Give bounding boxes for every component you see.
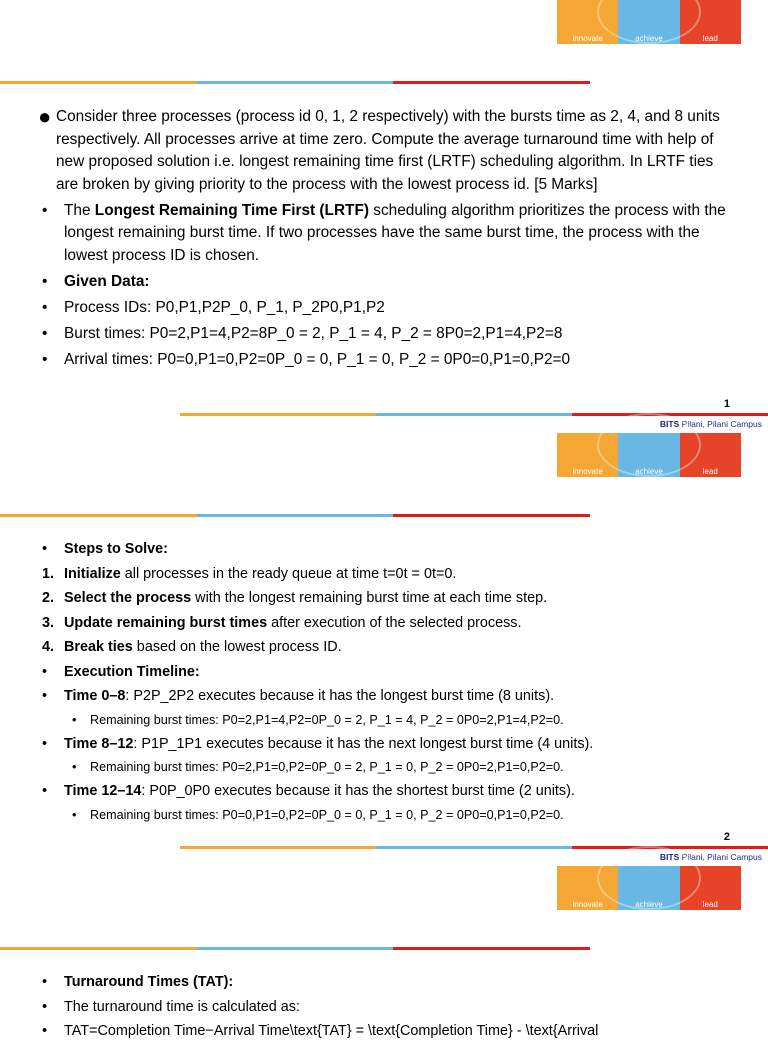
bullet-icon: •: [42, 783, 48, 799]
banner-lead: lead: [702, 34, 718, 43]
bullet-icon: •: [42, 541, 48, 557]
banner-innovate: innovate: [572, 900, 603, 909]
bullet-icon: •: [72, 712, 77, 727]
tat-heading: • Turnaround Times (TAT):: [42, 972, 732, 993]
campus-label: BITS Pilani, Pilani Campus: [659, 419, 762, 429]
campus-label: BITS Pilani, Pilani Campus: [659, 852, 762, 862]
step-3: 3. Update remaining burst times after execution of the selected process.: [42, 614, 522, 631]
banner-innovate: innovate: [572, 467, 603, 476]
brand-banner: [557, 0, 741, 44]
bullet-icon: •: [42, 974, 48, 990]
header-divider: [0, 514, 590, 517]
bullet-icon: ●: [38, 104, 52, 129]
tat-formula: • TAT=Completion Time−Arrival Time\text{TAT} = \text{Completion Time} - \text{Arrival: [42, 1021, 732, 1042]
header-divider: [0, 81, 590, 84]
bullet-icon: •: [42, 998, 48, 1015]
banner-lead: lead: [702, 900, 718, 909]
slide-1-content: [38, 104, 732, 375]
timeline-entry-3-remaining: • Remaining burst times: P0=0,P1=0,P2=0P_0 = 0, P_1 = 0, P_2 = 0P0=0,P1=0,P2=0.: [72, 807, 564, 822]
banner-achieve: achieve: [635, 34, 663, 43]
slide-2: [0, 433, 768, 865]
bullet-icon: •: [42, 735, 48, 752]
timeline-entry-3: • Time 12–14: P0P_0P0 executes because it has the shortest burst time (2 units).: [42, 781, 732, 802]
timeline-heading: • Execution Timeline:: [42, 662, 732, 683]
burst-times: • Burst times: P0=2,P1=4,P2=8P_0 = 2, P_1 = 4, P_2 = 8P0=2,P1=4,P2=8: [42, 323, 732, 346]
bullet-icon: •: [42, 1023, 48, 1039]
footer-divider: [180, 413, 768, 416]
question-text: Consider three processes (process id 0, 1, 2 respectively) with the bursts time as 2, 4, and 8 units respectively. All processes arrive at time zero. Compute the average turnaround time with help of new proposed solution i.e. longest remaining time first (LRTF) scheduling algorithm. In LRTF ties are broken by giving priority to the process with the lowest process id. [5 Marks]: [56, 108, 720, 193]
timeline-entry-2-remaining: • Remaining burst times: P0=2,P1=0,P2=0P_0 = 2, P_1 = 0, P_2 = 0P0=2,P1=0,P2=0.: [72, 760, 564, 774]
banner-achieve: achieve: [635, 467, 663, 476]
footer-divider: [180, 846, 768, 849]
lrtf-term: Longest Remaining Time First (LRTF): [94, 201, 369, 219]
arrival-times: • Arrival times: P0=0,P1=0,P2=0P_0 = 0, P_1 = 0, P_2 = 0P0=0,P1=0,P2=0: [42, 349, 732, 372]
banner-lead: lead: [702, 467, 718, 476]
steps-heading: • Steps to Solve:: [42, 539, 732, 560]
page-number: 1: [723, 398, 730, 410]
slide-3-content: [42, 972, 732, 1046]
header-divider: [0, 947, 590, 950]
slide-1: [0, 0, 768, 432]
step-1: 1. Initialize all processes in the ready queue at time t=0t = 0t=0.: [42, 565, 457, 582]
timeline-entry-1-remaining: • Remaining burst times: P0=2,P1=4,P2=0P_0 = 2, P_1 = 4, P_2 = 0P0=2,P1=4,P2=0.: [72, 712, 564, 727]
bullet-icon: •: [42, 663, 48, 680]
bullet-icon: •: [42, 324, 48, 342]
process-ids: • Process IDs: P0,P1,P2P_0, P_1, P_2P0,P1,P2: [42, 297, 732, 320]
bullet-icon: •: [72, 807, 77, 822]
timeline-entry-1: • Time 0–8: P2P_2P2 executes because it has the longest burst time (8 units).: [42, 686, 732, 707]
timeline-entry-2: • Time 8–12: P1P_1P1 executes because it has the next longest burst time (4 units).: [42, 734, 732, 755]
step-2: 2. Select the process with the longest remaining burst time at each time step.: [42, 590, 548, 606]
given-data-heading: • Given Data:: [42, 271, 732, 294]
step-4: 4. Break ties based on the lowest process ID.: [42, 639, 342, 655]
tat-calc-text: • The turnaround time is calculated as:: [42, 997, 732, 1018]
brand-banner: [557, 866, 741, 910]
banner-achieve: achieve: [635, 900, 663, 909]
bullet-icon: •: [42, 272, 48, 290]
slide-3: [0, 866, 768, 1039]
bullet-icon: •: [42, 688, 48, 704]
brand-banner: [557, 433, 741, 477]
question-item: [38, 106, 732, 196]
bullet-icon: •: [72, 760, 77, 774]
page-number: 2: [723, 831, 730, 843]
bullet-icon: •: [42, 350, 48, 368]
bullet-icon: •: [42, 201, 48, 219]
bullet-icon: •: [42, 298, 48, 316]
banner-innovate: innovate: [572, 34, 603, 43]
slide-2-content: [42, 539, 732, 829]
lrtf-definition: • The Longest Remaining Time First (LRTF) scheduling algorithm prioritizes the process with the longest remaining burst time. If two processes have the same burst time, the process with the lowest process ID is chosen.: [42, 201, 726, 264]
